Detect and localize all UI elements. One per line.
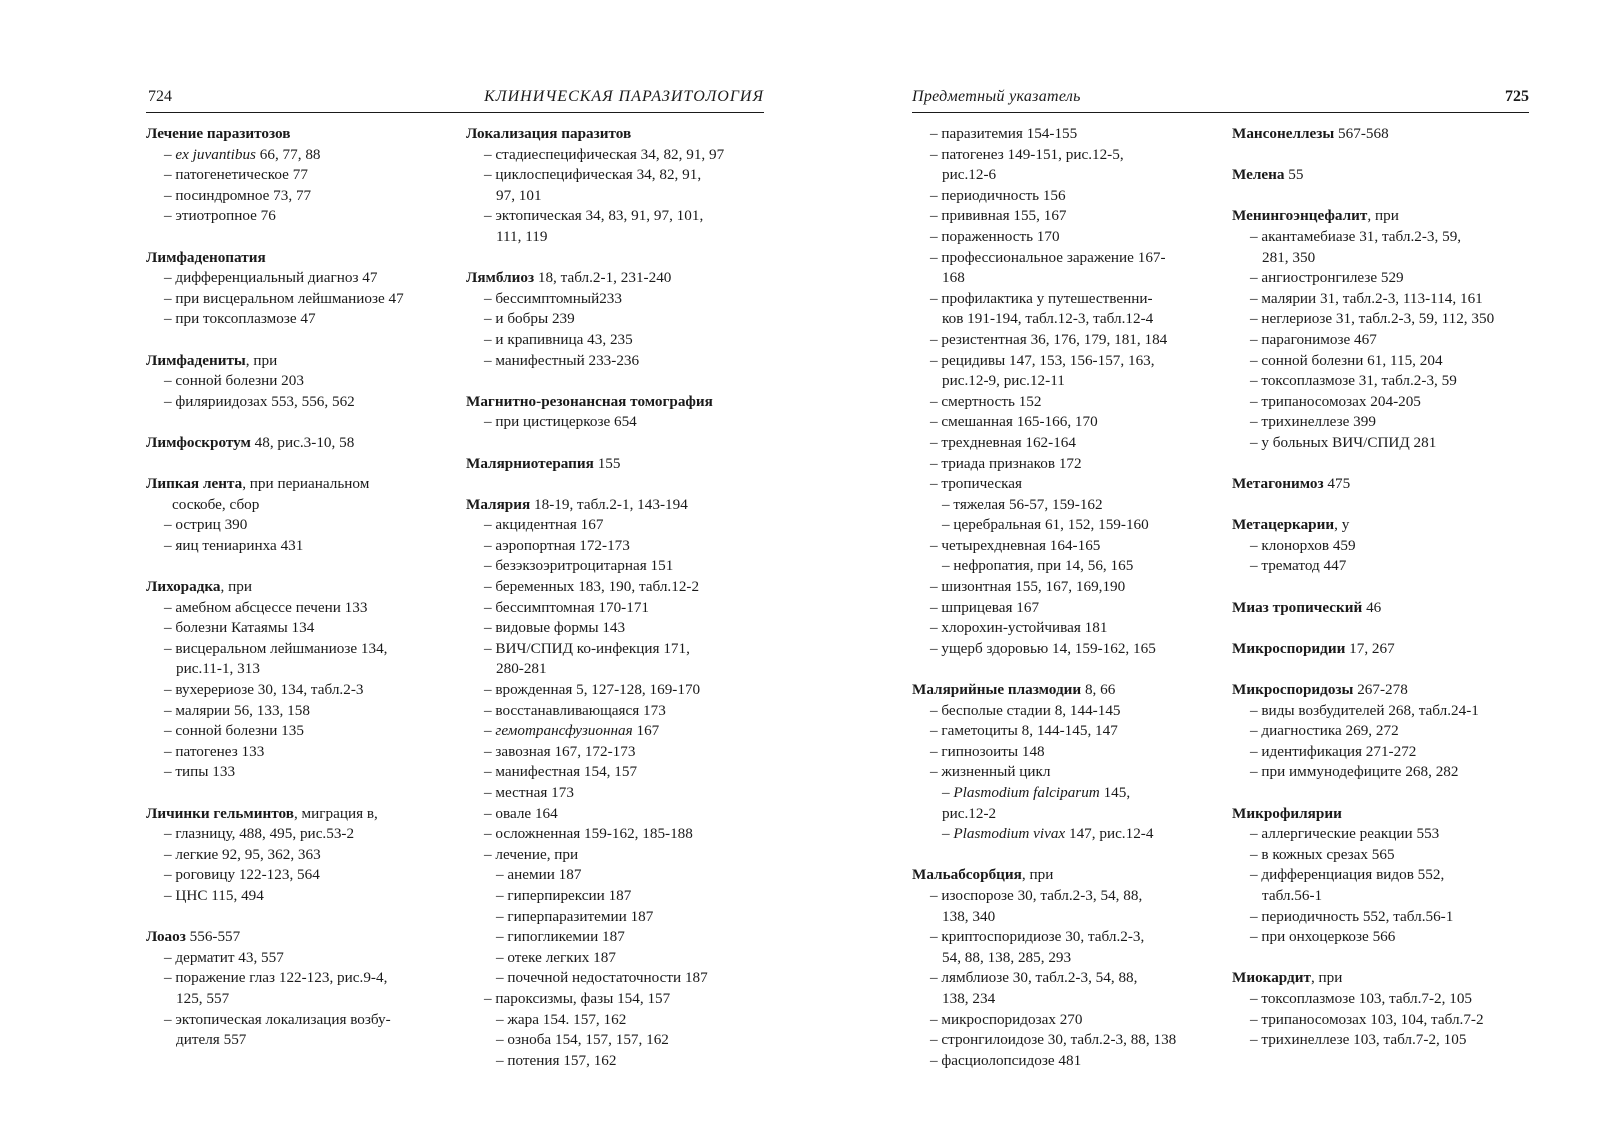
index-column	[1232, 124, 1529, 1051]
index-subentry: – стронгилоидозе 30, табл.2-3, 88, 138	[930, 1031, 1177, 1049]
index-line-continuation: рис.12-6	[942, 166, 997, 184]
index-subsubentry: – церебральная 61, 152, 159-160	[942, 516, 1149, 534]
index-headword: Лихорадка	[146, 578, 221, 596]
index-headword-line	[146, 248, 446, 269]
index-subentry: – болезни Катаямы 134	[164, 619, 315, 637]
running-title: Предметный указатель	[912, 88, 1081, 105]
page-number: 725	[1505, 88, 1529, 105]
index-subentry: – типы 133	[164, 763, 236, 781]
index-subentry: – трипаносомозах 103, 104, табл.7-2	[1250, 1010, 1484, 1028]
index-headword-tail: 18, табл.2-1, 231-240	[534, 269, 672, 287]
index-line-continuation: рис.12-2	[942, 804, 997, 822]
index-subentry: – микроспоридозах 270	[930, 1010, 1083, 1028]
index-headword-line	[466, 454, 764, 475]
index-subentry: – осложненная 159-162, 185-188	[484, 825, 693, 843]
index-subentry: – амебном абсцессе печени 133	[164, 598, 368, 616]
index-headword-line	[146, 927, 446, 948]
index-entry	[146, 248, 446, 330]
index-headword-continuation: соскобе, сбор	[172, 495, 260, 513]
index-entry	[466, 124, 764, 248]
index-headword: Лимфоскротум	[146, 433, 251, 451]
index-subentry: – при иммунодефиците 268, 282	[1250, 763, 1459, 781]
index-subentry: – пораженность 170	[930, 227, 1060, 245]
index-subsubentry: – Plasmodium falciparum 145,	[942, 784, 1131, 801]
index-entry	[466, 454, 764, 475]
index-subentry: – манифестная 154, 157	[484, 763, 638, 781]
index-line-continuation: ков 191-194, табл.12-3, табл.12-4	[942, 310, 1154, 328]
index-subentry: – аллергические реакции 553	[1250, 825, 1440, 843]
index-subentry: – акантамебиазе 31, табл.2-3, 59,	[1250, 227, 1462, 245]
index-subentry: – рецидивы 147, 153, 156-157, 163,	[930, 351, 1155, 369]
index-entry	[1232, 515, 1529, 577]
index-subentry: – шприцевая 167	[930, 598, 1040, 616]
running-title: КЛИНИЧЕСКАЯ ПАРАЗИТОЛОГИЯ	[484, 88, 764, 105]
index-subentry: – резистентная 36, 176, 179, 181, 184	[930, 330, 1168, 348]
index-subentry: – токсоплазмозе 31, табл.2-3, 59	[1250, 372, 1457, 390]
index-line-continuation: табл.56-1	[1262, 886, 1323, 904]
index-subentry: – лечение, при	[484, 845, 579, 863]
index-entry	[1232, 804, 1529, 948]
index-subentry: – хлорохин-устойчивая 181	[930, 619, 1108, 637]
index-subentry: – изоспорозе 30, табл.2-3, 54, 88,	[930, 886, 1143, 904]
index-subentry: – дерматит 43, 557	[164, 948, 284, 966]
index-headword-tail: , при	[1021, 866, 1054, 884]
index-subentry: – жизненный цикл	[930, 763, 1051, 781]
index-entry	[146, 351, 446, 413]
index-subentry: – ex juvantibus 66, 77, 88	[164, 145, 321, 163]
index-headword-line	[1232, 598, 1529, 619]
index-headword: Миокардит	[1232, 969, 1311, 987]
index-subsubentry: – Plasmodium vivax 147, рис.12-4	[942, 825, 1154, 843]
italic-term: ex juvantibus	[175, 145, 256, 163]
index-subentry: – восстанавливающаяся 173	[484, 701, 666, 719]
italic-term: Plasmodium falciparum	[953, 784, 1100, 801]
index-headword: Личинки гельминтов	[146, 804, 294, 822]
index-entry	[146, 804, 446, 907]
index-subentry: – патогенез 133	[164, 742, 265, 760]
index-subentry: – эктопическая локализация возбу-	[164, 1010, 391, 1028]
index-headword-line	[466, 124, 764, 145]
index-subentry: – завозная 167, 172-173	[484, 742, 636, 760]
index-headword-line	[912, 865, 1217, 886]
index-subsubentry: – гипогликемии 187	[496, 928, 625, 946]
index-column	[146, 124, 446, 1051]
index-subentry: – этиотропное 76	[164, 207, 276, 225]
index-headword: Локализация паразитов	[466, 125, 632, 142]
index-headword: Миаз тропический	[1232, 598, 1363, 616]
index-subentry: – трихинеллезе 399	[1250, 413, 1376, 431]
index-subentry: – сонной болезни 135	[164, 722, 304, 740]
index-subentry: – идентификация 271-272	[1250, 742, 1417, 760]
index-entry	[1232, 165, 1529, 186]
index-subentry: – диагностика 269, 272	[1250, 722, 1399, 740]
index-subentry: – поражение глаз 122-123, рис.9-4,	[164, 969, 388, 987]
index-subsubentry: – отеке легких 187	[496, 948, 616, 966]
index-entry	[1232, 598, 1529, 619]
index-headword-tail: 55	[1284, 166, 1304, 184]
index-headword-line	[1232, 968, 1529, 989]
index-headword: Мальабсорбция	[912, 866, 1022, 884]
index-subentry: – лямблиозе 30, табл.2-3, 54, 88,	[930, 969, 1138, 987]
index-subentry: – смешанная 165-166, 170	[930, 413, 1098, 431]
index-subsubentry: – гиперпаразитемии 187	[496, 907, 654, 925]
index-headword: Малярниотерапия	[466, 454, 594, 472]
index-subentry: – ВИЧ/СПИД ко-инфекция 171,	[484, 639, 690, 657]
index-entry	[1232, 124, 1529, 145]
index-entry	[146, 927, 446, 1051]
index-headword-tail: 267-278	[1353, 681, 1408, 699]
index-headword: Метацеркарии	[1232, 516, 1335, 534]
index-subentry: – эктопическая 34, 83, 91, 97, 101,	[484, 207, 704, 225]
index-line-continuation: 281, 350	[1262, 248, 1316, 266]
index-subentry: – шизонтная 155, 167, 169,190	[930, 578, 1126, 596]
index-headword-line	[1232, 639, 1529, 660]
index-headword-tail: 556-557	[185, 928, 241, 946]
index-headword-line	[466, 268, 764, 289]
italic-term: гемотрансфузионная	[495, 722, 633, 740]
index-subentry: – гаметоциты 8, 144-145, 147	[930, 722, 1118, 740]
index-line-continuation: 97, 101	[496, 186, 542, 204]
index-subentry: – легкие 92, 95, 362, 363	[164, 845, 321, 863]
index-subentry: – дифференциальный диагноз 47	[164, 269, 378, 287]
index-subentry: – малярии 56, 133, 158	[164, 701, 310, 719]
index-subentry: – глазницу, 488, 495, рис.53-2	[164, 825, 355, 843]
index-entry	[466, 392, 764, 433]
index-subentry: – трихинеллезе 103, табл.7-2, 105	[1250, 1031, 1467, 1049]
index-subentry: – триада признаков 172	[930, 454, 1082, 472]
index-subentry: – четырехдневная 164-165	[930, 536, 1101, 554]
index-headword-tail: 155	[593, 454, 621, 472]
index-headword-line	[1232, 124, 1529, 145]
index-line-continuation: рис.11-1, 313	[176, 660, 260, 678]
italic-term: Plasmodium vivax	[953, 825, 1066, 843]
index-line-continuation: 125, 557	[176, 989, 230, 1007]
index-headword-tail: 567-568	[1334, 125, 1389, 142]
index-headword-tail: 18-19, табл.2-1, 143-194	[530, 495, 688, 513]
index-subsubentry: – озноба 154, 157, 157, 162	[496, 1031, 669, 1049]
index-headword: Лямблиоз	[466, 269, 535, 287]
index-headword-line	[146, 351, 446, 372]
index-subentry: – криптоспоридиозе 30, табл.2-3,	[930, 928, 1145, 946]
index-subentry: – парагонимозе 467	[1250, 330, 1377, 348]
index-headword: Липкая лента	[146, 475, 243, 493]
index-headword-tail: , при	[220, 578, 252, 596]
index-subentry: – трипаносомозах 204-205	[1250, 392, 1421, 410]
index-headword-line	[146, 433, 446, 454]
index-headword: Магнитно-резонансная томография	[466, 392, 713, 410]
index-line-continuation: 138, 234	[942, 989, 996, 1007]
index-headword-line	[146, 474, 446, 515]
index-subentry: – гемотрансфузионная 167	[484, 722, 660, 740]
index-subentry: – врожденная 5, 127-128, 169-170	[484, 681, 701, 699]
index-subentry: – при токсоплазмозе 47	[164, 310, 316, 328]
index-subentry: – периодичность 156	[930, 186, 1066, 204]
index-line-continuation: 111, 119	[496, 227, 548, 245]
index-headword: Метагонимоз	[1232, 475, 1324, 493]
index-subentry: – гипнозоиты 148	[930, 742, 1045, 760]
index-column	[912, 124, 1217, 1071]
index-subentry: – местная 173	[484, 784, 574, 801]
index-entry	[1232, 680, 1529, 783]
index-headword-line	[146, 124, 446, 145]
index-subentry: – ущерб здоровью 14, 159-162, 165	[930, 639, 1156, 657]
page-header	[146, 86, 764, 113]
index-subentry: – тропическая	[930, 475, 1023, 493]
index-headword-tail: , при перианальном	[242, 475, 370, 493]
index-subentry: – малярии 31, табл.2-3, 113-114, 161	[1250, 289, 1483, 307]
index-subentry: – висцеральном лейшманиозе 134,	[164, 639, 388, 657]
index-subsubentry: – тяжелая 56-57, 159-162	[942, 495, 1103, 513]
index-headword-tail: , при	[245, 351, 278, 369]
index-entry	[146, 577, 446, 783]
index-subentry: – патогенез 149-151, рис.12-5,	[930, 145, 1124, 163]
index-headword-tail: , при	[1310, 969, 1343, 987]
index-headword-line	[466, 392, 764, 413]
index-line-continuation: 138, 340	[942, 907, 996, 925]
index-subentry: – трематод 447	[1250, 557, 1347, 575]
index-entry	[146, 433, 446, 454]
index-entry	[1232, 639, 1529, 660]
index-headword: Микроспоридозы	[1232, 681, 1354, 699]
right-page	[800, 0, 1600, 1137]
index-subentry: – и бобры 239	[484, 310, 575, 328]
index-headword-line	[1232, 206, 1529, 227]
index-subentry: – фасциолопсидозе 481	[930, 1051, 1082, 1069]
index-subentry: – бессимптомный233	[484, 289, 622, 307]
index-headword: Мелена	[1232, 166, 1285, 184]
index-subentry: – при цистицеркозе 654	[484, 413, 637, 431]
index-subentry: – паразитемия 154-155	[930, 125, 1078, 142]
index-entry	[146, 474, 446, 556]
index-headword-line	[1232, 165, 1529, 186]
index-headword-line	[1232, 804, 1529, 825]
index-subentry: – видовые формы 143	[484, 619, 626, 637]
index-subentry: – стадиеспецифическая 34, 82, 91, 97	[484, 145, 725, 163]
index-subsubentry: – нефропатия, при 14, 56, 165	[942, 557, 1134, 575]
index-subentry: – бесполые стадии 8, 144-145	[930, 701, 1121, 719]
index-subentry: – токсоплазмозе 103, табл.7-2, 105	[1250, 989, 1473, 1007]
index-headword: Лоаоз	[146, 928, 186, 946]
index-headword-tail: 8, 66	[1081, 681, 1116, 699]
index-headword-tail: , у	[1334, 516, 1350, 534]
index-subentry: – вухерериозе 30, 134, табл.2-3	[164, 681, 364, 699]
index-subentry: – филяриидозах 553, 556, 562	[164, 392, 355, 410]
index-entry	[1232, 968, 1529, 1050]
index-subentry: – периодичность 552, табл.56-1	[1250, 907, 1454, 925]
index-headword-line	[146, 804, 446, 825]
index-subentry: – при онхоцеркозе 566	[1250, 928, 1396, 946]
index-subentry: – профилактика у путешественни-	[930, 289, 1153, 307]
index-line-continuation: 168	[942, 269, 965, 287]
index-headword-line	[466, 495, 764, 516]
index-subentry: – бессимптомная 170-171	[484, 598, 650, 616]
index-headword-line	[912, 680, 1217, 701]
index-headword-line	[146, 577, 446, 598]
index-subentry: – беременных 183, 190, табл.12-2	[484, 578, 700, 596]
index-subentry: – трехдневная 162-164	[930, 433, 1076, 451]
index-subentry: – и крапивница 43, 235	[484, 330, 633, 348]
index-line-continuation: рис.12-9, рис.12-11	[942, 372, 1065, 390]
index-subentry: – ЦНС 115, 494	[164, 886, 264, 904]
index-subentry: – манифестный 233-236	[484, 351, 640, 369]
index-headword-line	[1232, 680, 1529, 701]
index-subentry: – сонной болезни 61, 115, 204	[1250, 351, 1443, 369]
index-entry	[912, 865, 1217, 1071]
index-headword: Лимфадениты	[146, 351, 246, 369]
index-subentry: – яиц тениаринха 431	[164, 536, 304, 554]
index-subentry: – безэкзоэритроцитарная 151	[484, 557, 674, 575]
index-headword: Малярийные плазмодии	[912, 681, 1082, 699]
index-subentry: – ангиостронгилезе 529	[1250, 269, 1404, 287]
index-subentry: – акцидентная 167	[484, 516, 604, 534]
index-line-continuation: 280-281	[496, 660, 547, 678]
index-subentry: – пароксизмы, фазы 154, 157	[484, 989, 671, 1007]
index-subentry: – смертность 152	[930, 392, 1042, 410]
index-subentry: – виды возбудителей 268, табл.24-1	[1250, 701, 1479, 719]
index-subentry: – в кожных срезах 565	[1250, 845, 1395, 863]
index-line-continuation: 54, 88, 138, 285, 293	[942, 948, 1072, 966]
index-headword: Менингоэнцефалит	[1232, 207, 1368, 225]
index-headword: Малярия	[466, 495, 531, 513]
index-entry	[1232, 474, 1529, 495]
index-subentry: – у больных ВИЧ/СПИД 281	[1250, 433, 1437, 451]
index-subsubentry: – жара 154. 157, 162	[496, 1010, 627, 1028]
index-entry	[912, 124, 1217, 659]
index-headword: Микроспоридии	[1232, 639, 1346, 657]
index-subentry: – дифференциация видов 552,	[1250, 866, 1445, 884]
index-entry	[466, 268, 764, 371]
index-subsubentry: – анемии 187	[496, 866, 582, 884]
index-subentry: – при висцеральном лейшманиозе 47	[164, 289, 404, 307]
index-subentry: – аэропортная 172-173	[484, 536, 630, 554]
index-headword-tail: 46	[1362, 598, 1382, 616]
index-column	[466, 124, 764, 1071]
index-headword-tail: 17, 267	[1345, 639, 1395, 657]
index-subsubentry: – гиперпирексии 187	[496, 886, 632, 904]
index-entry	[1232, 206, 1529, 453]
index-entry	[466, 495, 764, 1072]
index-headword: Мансонеллезы	[1232, 125, 1335, 142]
index-entry	[146, 124, 446, 227]
index-subsubentry: – почечной недостаточности 187	[496, 969, 708, 987]
index-entry	[912, 680, 1217, 845]
index-subentry: – профессиональное заражение 167-	[930, 248, 1166, 266]
index-headword: Микрофилярии	[1232, 804, 1342, 822]
index-headword-line	[1232, 474, 1529, 495]
index-subentry: – циклоспецифическая 34, 82, 91,	[484, 166, 702, 184]
index-subentry: – прививная 155, 167	[930, 207, 1067, 225]
index-headword: Лимфаденопатия	[146, 248, 266, 266]
index-subentry: – посиндромное 73, 77	[164, 186, 312, 204]
index-headword: Лечение паразитозов	[146, 125, 291, 142]
index-headword-line	[1232, 515, 1529, 536]
index-headword-tail: , миграция в,	[293, 804, 378, 822]
index-headword-tail: , при	[1367, 207, 1399, 225]
page-number: 724	[148, 88, 172, 105]
index-subentry: – неглериозе 31, табл.2-3, 59, 112, 350	[1250, 310, 1495, 328]
page-header	[912, 86, 1529, 113]
index-subsubentry: – потения 157, 162	[496, 1051, 617, 1069]
index-headword-tail: 475	[1323, 475, 1351, 493]
index-subentry: – сонной болезни 203	[164, 372, 304, 390]
index-headword-tail: 48, рис.3-10, 58	[250, 433, 355, 451]
index-subentry: – овале 164	[484, 804, 558, 822]
index-subentry: – патогенетическое 77	[164, 166, 308, 184]
index-line-continuation: дителя 557	[176, 1031, 247, 1049]
index-subentry: – клонорхов 459	[1250, 536, 1356, 554]
index-subentry: – остриц 390	[164, 516, 248, 534]
index-subentry: – роговицу 122-123, 564	[164, 866, 320, 884]
